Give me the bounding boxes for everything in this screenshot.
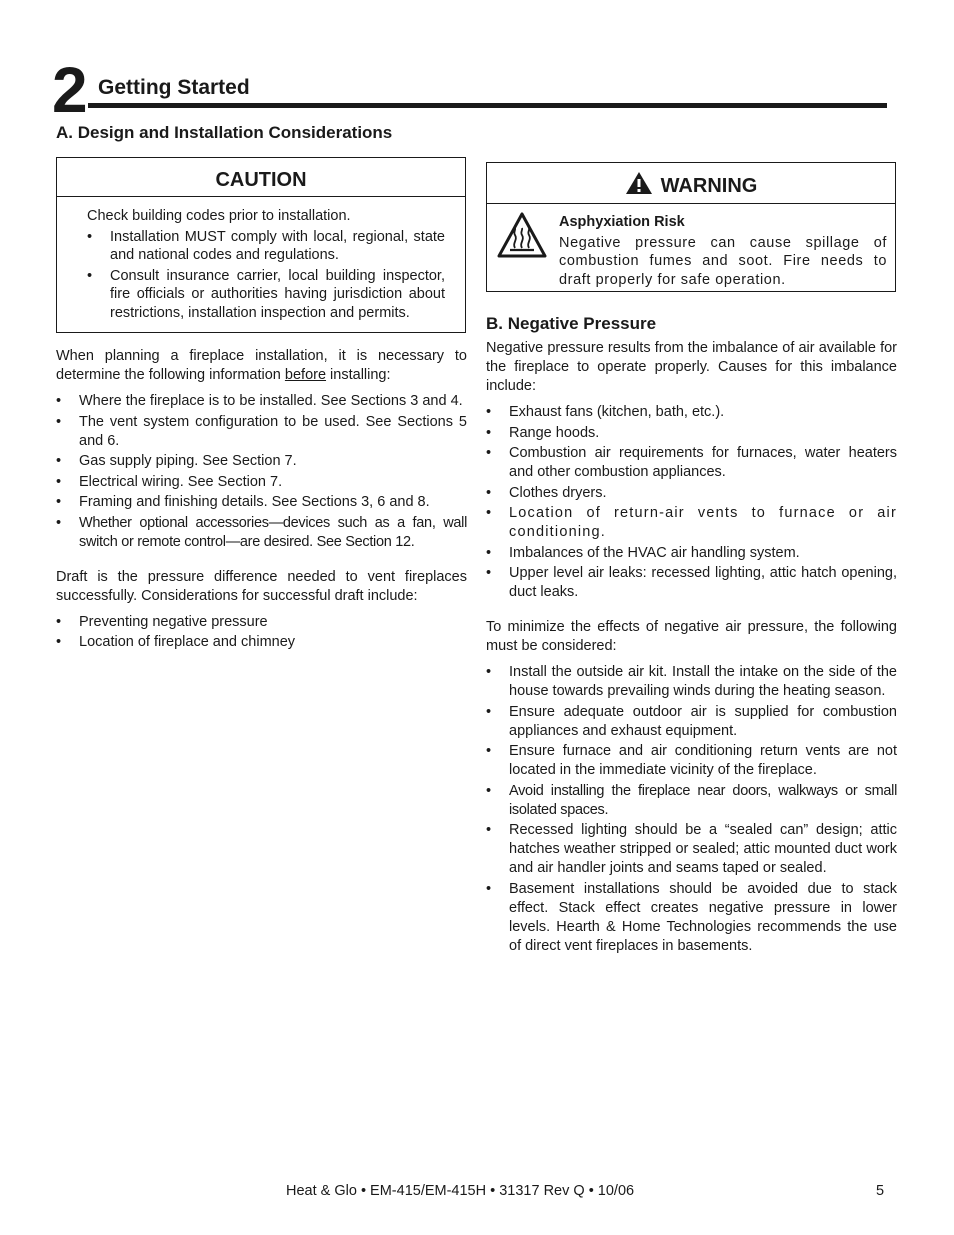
list-item: • Combustion air requirements for furnaces, water heaters and other combustion appliances. [486, 444, 897, 482]
list-item: • Clothes dryers. [486, 484, 897, 503]
minimize-paragraph: To minimize the effects of negative air pressure, the following must be considered: [486, 619, 897, 654]
hot-surface-icon [497, 212, 547, 258]
list-item: • Ensure adequate outdoor air is supplied for combustion appliances and exhaust equipment. [486, 703, 897, 741]
warning-triangle-icon [625, 171, 653, 195]
list-item: • Install the outside air kit. Install the intake on the side of the house towards prevailing winds during the heating season. [486, 663, 897, 701]
draft-paragraph: Draft is the pressure difference needed to vent fireplaces successfully. Considerations for successful draft include: [56, 568, 467, 604]
list-item: • Electrical wiring. See Section 7. [56, 473, 467, 492]
page-number: 5 [876, 1183, 885, 1199]
list-item: • Preventing negative pressure [56, 613, 467, 632]
left-column [56, 347, 467, 654]
warning-risk-title: Asphyxiation Risk [559, 214, 685, 230]
list-item: • Location of return-air vents to furnace or air conditioning. [486, 504, 897, 542]
list-item: • Framing and finishing details. See Sections 3, 6 and 8. [56, 493, 467, 512]
footer-text: Heat & Glo • EM-415/EM-415H • 31317 Rev Q • 10/06 [286, 1183, 635, 1199]
planning-text-before: When planning a fireplace installation, it is necessary to determine the following information [56, 348, 467, 383]
list-item: • Location of fireplace and chimney [56, 633, 467, 652]
warning-header [487, 163, 895, 204]
planning-paragraph [56, 347, 467, 385]
planning-list [56, 392, 467, 552]
caution-title: CAUTION [57, 158, 465, 197]
list-item: • Range hoods. [486, 424, 897, 443]
warning-title: WARNING [660, 175, 758, 197]
list-item: • The vent system configuration to be used. See Sections 5 and 6. [56, 413, 467, 451]
list-item: • Gas supply piping. See Section 7. [56, 452, 467, 471]
minimize-list [486, 663, 897, 956]
section-number: 2 [52, 54, 86, 126]
list-item: • Basement installations should be avoided due to stack effect. Stack effect creates negative pressure in lower levels. Hearth & Home Technologies recommends the use of direct vent fireplaces in basements. [486, 880, 897, 956]
list-item: • Ensure furnace and air conditioning return vents are not located in the immediate vicinity of the fireplace. [486, 742, 897, 780]
draft-list [56, 613, 467, 653]
planning-text-underlined: before [284, 367, 327, 383]
heading-negative-pressure: B. Negative Pressure [486, 314, 657, 333]
warning-risk-text: Negative pressure can cause spillage of combustion fumes and soot. Fire needs to draft properly for safe operation. [559, 234, 887, 288]
list-item: • Avoid installing the fireplace near doors, walkways or small isolated spaces. [486, 782, 897, 820]
caution-list [87, 228, 445, 323]
list-item: • Whether optional accessories—devices such as a fan, wall switch or remote control—are desired. See Section 12. [56, 514, 467, 552]
heading-design-installation: A. Design and Installation Considerations [56, 123, 393, 142]
negative-pressure-intro: Negative pressure results from the imbalance of air available for the fireplace to operate properly. Causes for this imbalance include: [486, 340, 897, 394]
right-column [486, 339, 897, 957]
section-title: Getting Started [98, 76, 250, 99]
warning-text [559, 213, 887, 289]
caution-body [57, 197, 465, 322]
list-item: • Consult insurance carrier, local building inspector, fire officials or authorities having jurisdiction about restrictions, installation inspection and permits. [87, 267, 445, 323]
list-item: • Imbalances of the HVAC air handling system. [486, 544, 897, 563]
list-item: • Where the fireplace is to be installed. See Sections 3 and 4. [56, 392, 467, 411]
warning-box [486, 162, 896, 292]
section-rule [88, 103, 887, 108]
causes-list [486, 403, 897, 602]
list-item: • Installation MUST comply with local, regional, state and national codes and regulations. [87, 228, 445, 265]
caution-box [56, 157, 466, 333]
list-item: • Recessed lighting should be a “sealed can” design; attic hatches weather stripped or sealed; attic mounted duct work and air handler joints and seams taped or sealed. [486, 821, 897, 878]
caution-intro: Check building codes prior to installation. [87, 208, 351, 224]
list-item: • Upper level air leaks: recessed lighting, attic hatch opening, duct leaks. [486, 564, 897, 602]
planning-text-after: installing: [326, 367, 391, 383]
list-item: • Exhaust fans (kitchen, bath, etc.). [486, 403, 897, 422]
